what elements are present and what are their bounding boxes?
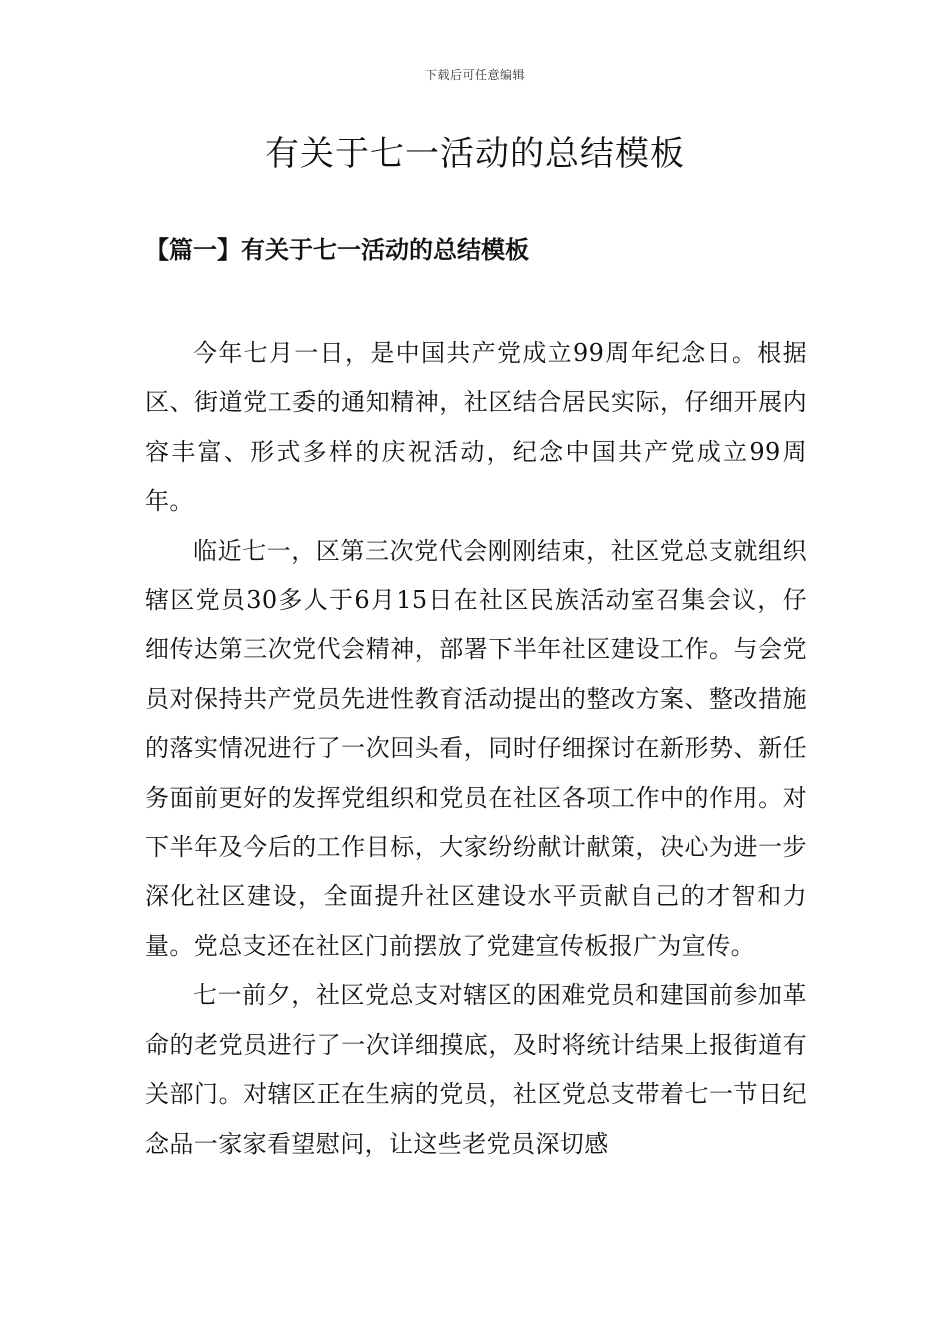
section-heading: 【篇一】有关于七一活动的总结模板 — [145, 235, 529, 264]
paragraph-2: 临近七一，区第三次党代会刚刚结束，社区党总支就组织辖区党员30多人于6月15日在社区民族活动室召集会议，仔细传达第三次党代会精神，部署下半年社区建设工作。与会党员对保持共产党员先进性教育活动提出的整改方案、整改措施的落实情况进行了一次回头看，同时仔细探讨在新形势、新任务面前更好的发挥党组织和党员在社区各项工作中的作用。对下半年及今后的工作目标，大家纷纷献计献策，决心为进一步深化社区建设，全面提升社区建设水平贡献自己的才智和力量。党总支还在社区门前摆放了党建宣传板报广为宣传。 — [145, 536, 807, 960]
paragraph-3: 七一前夕，社区党总支对辖区的困难党员和建国前参加革命的老党员进行了一次详细摸底，及时将统计结果上报街道有关部门。对辖区正在生病的党员，社区党总支带着七一节日纪念品一家家看望慰问，让这些老党员深切感 — [145, 981, 807, 1158]
header-note: 下载后可任意编辑 — [424, 68, 525, 82]
document-title: 有关于七一活动的总结模板 — [265, 134, 685, 174]
paragraph-1: 今年七月一日，是中国共产党成立99周年纪念日。根据区、街道党工委的通知精神，社区结合居民实际，仔细开展内容丰富、形式多样的庆祝活动，纪念中国共产党成立99周年。 — [145, 339, 807, 516]
document-body — [145, 329, 807, 1169]
